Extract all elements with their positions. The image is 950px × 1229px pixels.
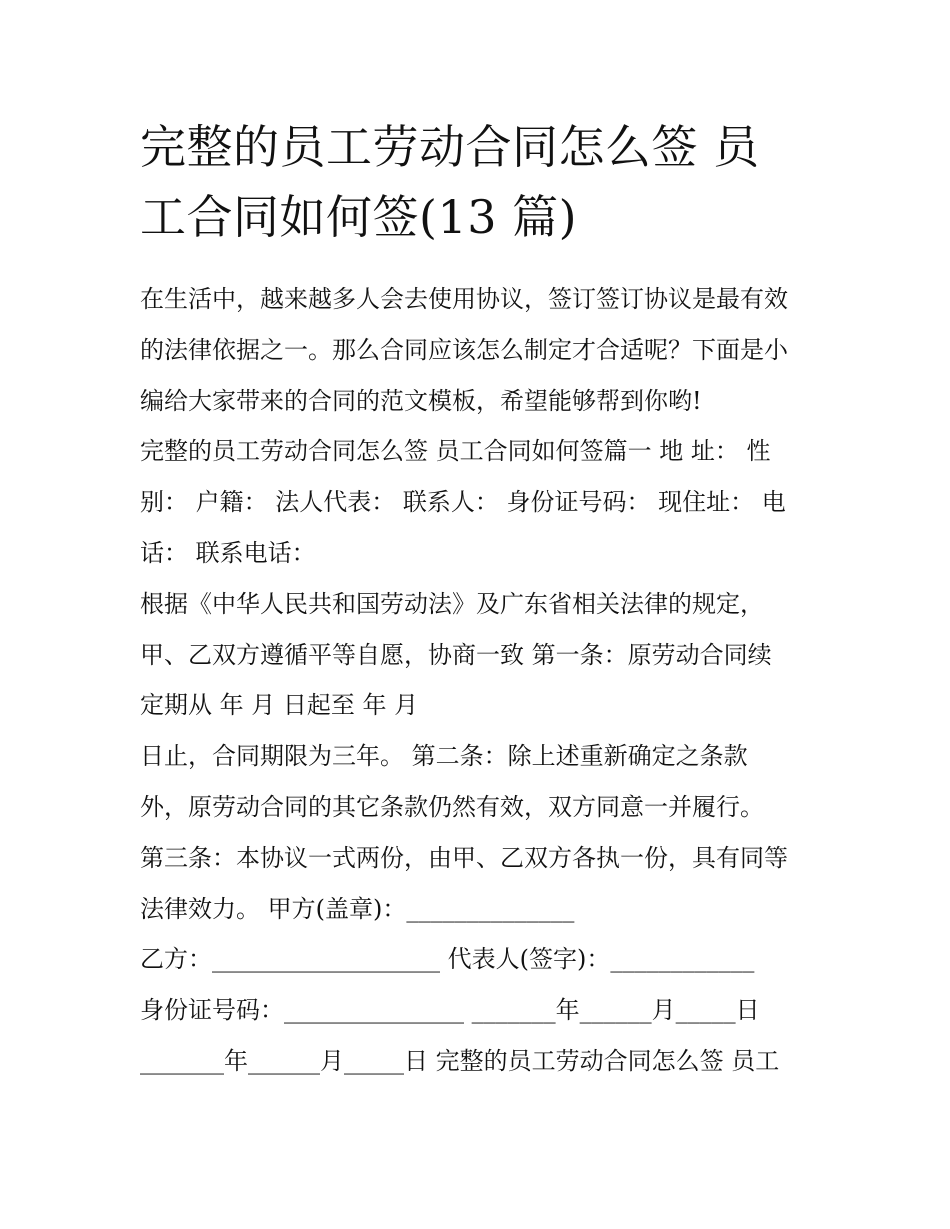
body-line-15: 身份证号码：_______________ _______年______月_____日 <box>140 996 760 1025</box>
document-title <box>140 112 830 252</box>
body-line-12: 第三条：本协议一式两份，由甲、乙双方各执一份，具有同等 <box>140 843 788 872</box>
body-line-3: 编给大家带来的合同的范文模板，希望能够帮到你哟! <box>140 386 702 415</box>
body-line-13: 法律效力。 甲方(盖章)：______________ <box>140 894 575 923</box>
body-line-10: 日止，合同期限为三年。 第二条：除上述重新确定之条款 <box>140 742 748 771</box>
body-line-4: 完整的员工劳动合同怎么签 员工合同如何签篇一 地 址： 性 <box>140 437 771 466</box>
body-line-16: _______年______月_____日 完整的员工劳动合同怎么签 员工 <box>140 1046 780 1075</box>
body-line-6: 话： 联系电话： <box>140 538 316 567</box>
body-line-14: 乙方：___________________ 代表人(签字)：____________ <box>140 945 755 974</box>
body-line-9: 定期从 年 月 日起至 年 月 <box>140 691 419 720</box>
body-line-7: 根据《中华人民共和国劳动法》及广东省相关法律的规定， <box>140 589 764 618</box>
body-line-8: 甲、乙双方遵循平等自愿，协商一致 第一条：原劳动合同续 <box>140 640 772 669</box>
body-line-11: 外，原劳动合同的其它条款仍然有效，双方同意一并履行。 <box>140 792 764 821</box>
body-line-2: 的法律依据之一。那么合同应该怎么制定才合适呢？下面是小 <box>140 335 788 364</box>
document-body <box>140 274 830 1087</box>
title-line-1: 完整的员工劳动合同怎么签 员 <box>140 120 760 174</box>
title-line-2: 工合同如何签(13 篇) <box>140 190 578 244</box>
body-line-5: 别： 户籍： 法人代表： 联系人： 身份证号码： 现住址： 电 <box>140 488 786 517</box>
body-line-1: 在生活中，越来越多人会去使用协议，签订签订协议是最有效 <box>140 285 788 313</box>
